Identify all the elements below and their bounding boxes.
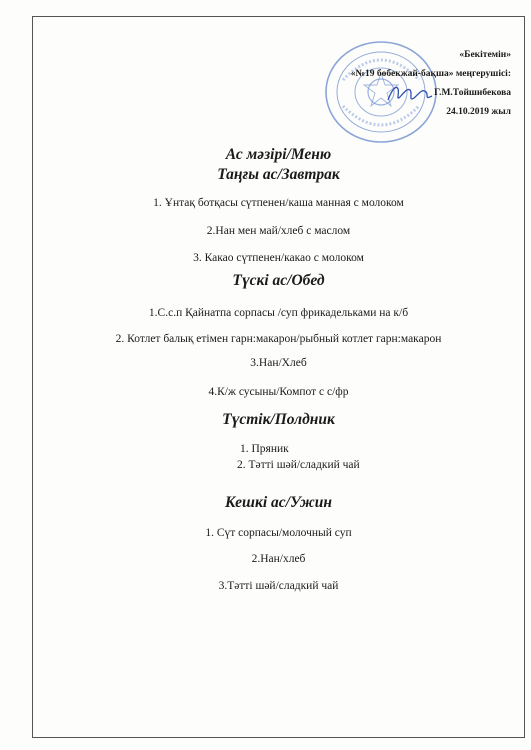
approval-label: «Бекітемін» (459, 50, 511, 60)
signature-mark (386, 80, 434, 108)
menu-title: Ас мәзірі/Меню (225, 146, 332, 163)
approval-date: 24.10.2019 жыл (446, 107, 511, 117)
approval-name: Г.М.Тойшибекова (434, 88, 511, 98)
dinner-item-1: 1. Сүт сорпасы/молочный суп (205, 527, 352, 539)
snack-item-2: 2. Тәтті шәй/сладкий чай (237, 459, 360, 471)
breakfast-item-3: 3. Какао сүтпенен/какао с молоком (193, 252, 364, 264)
snack-item-1: 1. Пряник (240, 443, 289, 455)
dinner-item-3: 3.Тәтті шәй/сладкий чай (218, 580, 339, 592)
snack-heading: Түстік/Полдник (222, 411, 335, 428)
breakfast-item-2: 2.Нан мен май/хлеб с маслом (206, 225, 351, 237)
dinner-item-2: 2.Нан/хлеб (251, 553, 306, 565)
lunch-heading: Түскі ас/Обед (232, 272, 325, 289)
dinner-heading: Кешкі ас/Ужин (225, 494, 332, 511)
breakfast-heading: Таңғы ас/Завтрак (217, 166, 340, 183)
page-border (32, 16, 525, 738)
lunch-item-4: 4.К/ж сусыны/Компот с с/фр (208, 386, 349, 398)
approval-position: «№19 бөбекжай-бақша» меңгерушісі: (350, 69, 511, 79)
lunch-item-1: 1.С.с.п Қайнатпа сорпасы /суп фрикадельками на к/б (148, 307, 409, 319)
breakfast-item-1: 1. Ұнтақ ботқасы сүтпенен/каша манная с молоком (153, 197, 404, 209)
lunch-item-3: 3.Нан/Хлеб (250, 357, 307, 369)
lunch-item-2: 2. Котлет балық етімен гарн:макарон/рыбный котлет гарн:макарон (115, 333, 442, 345)
